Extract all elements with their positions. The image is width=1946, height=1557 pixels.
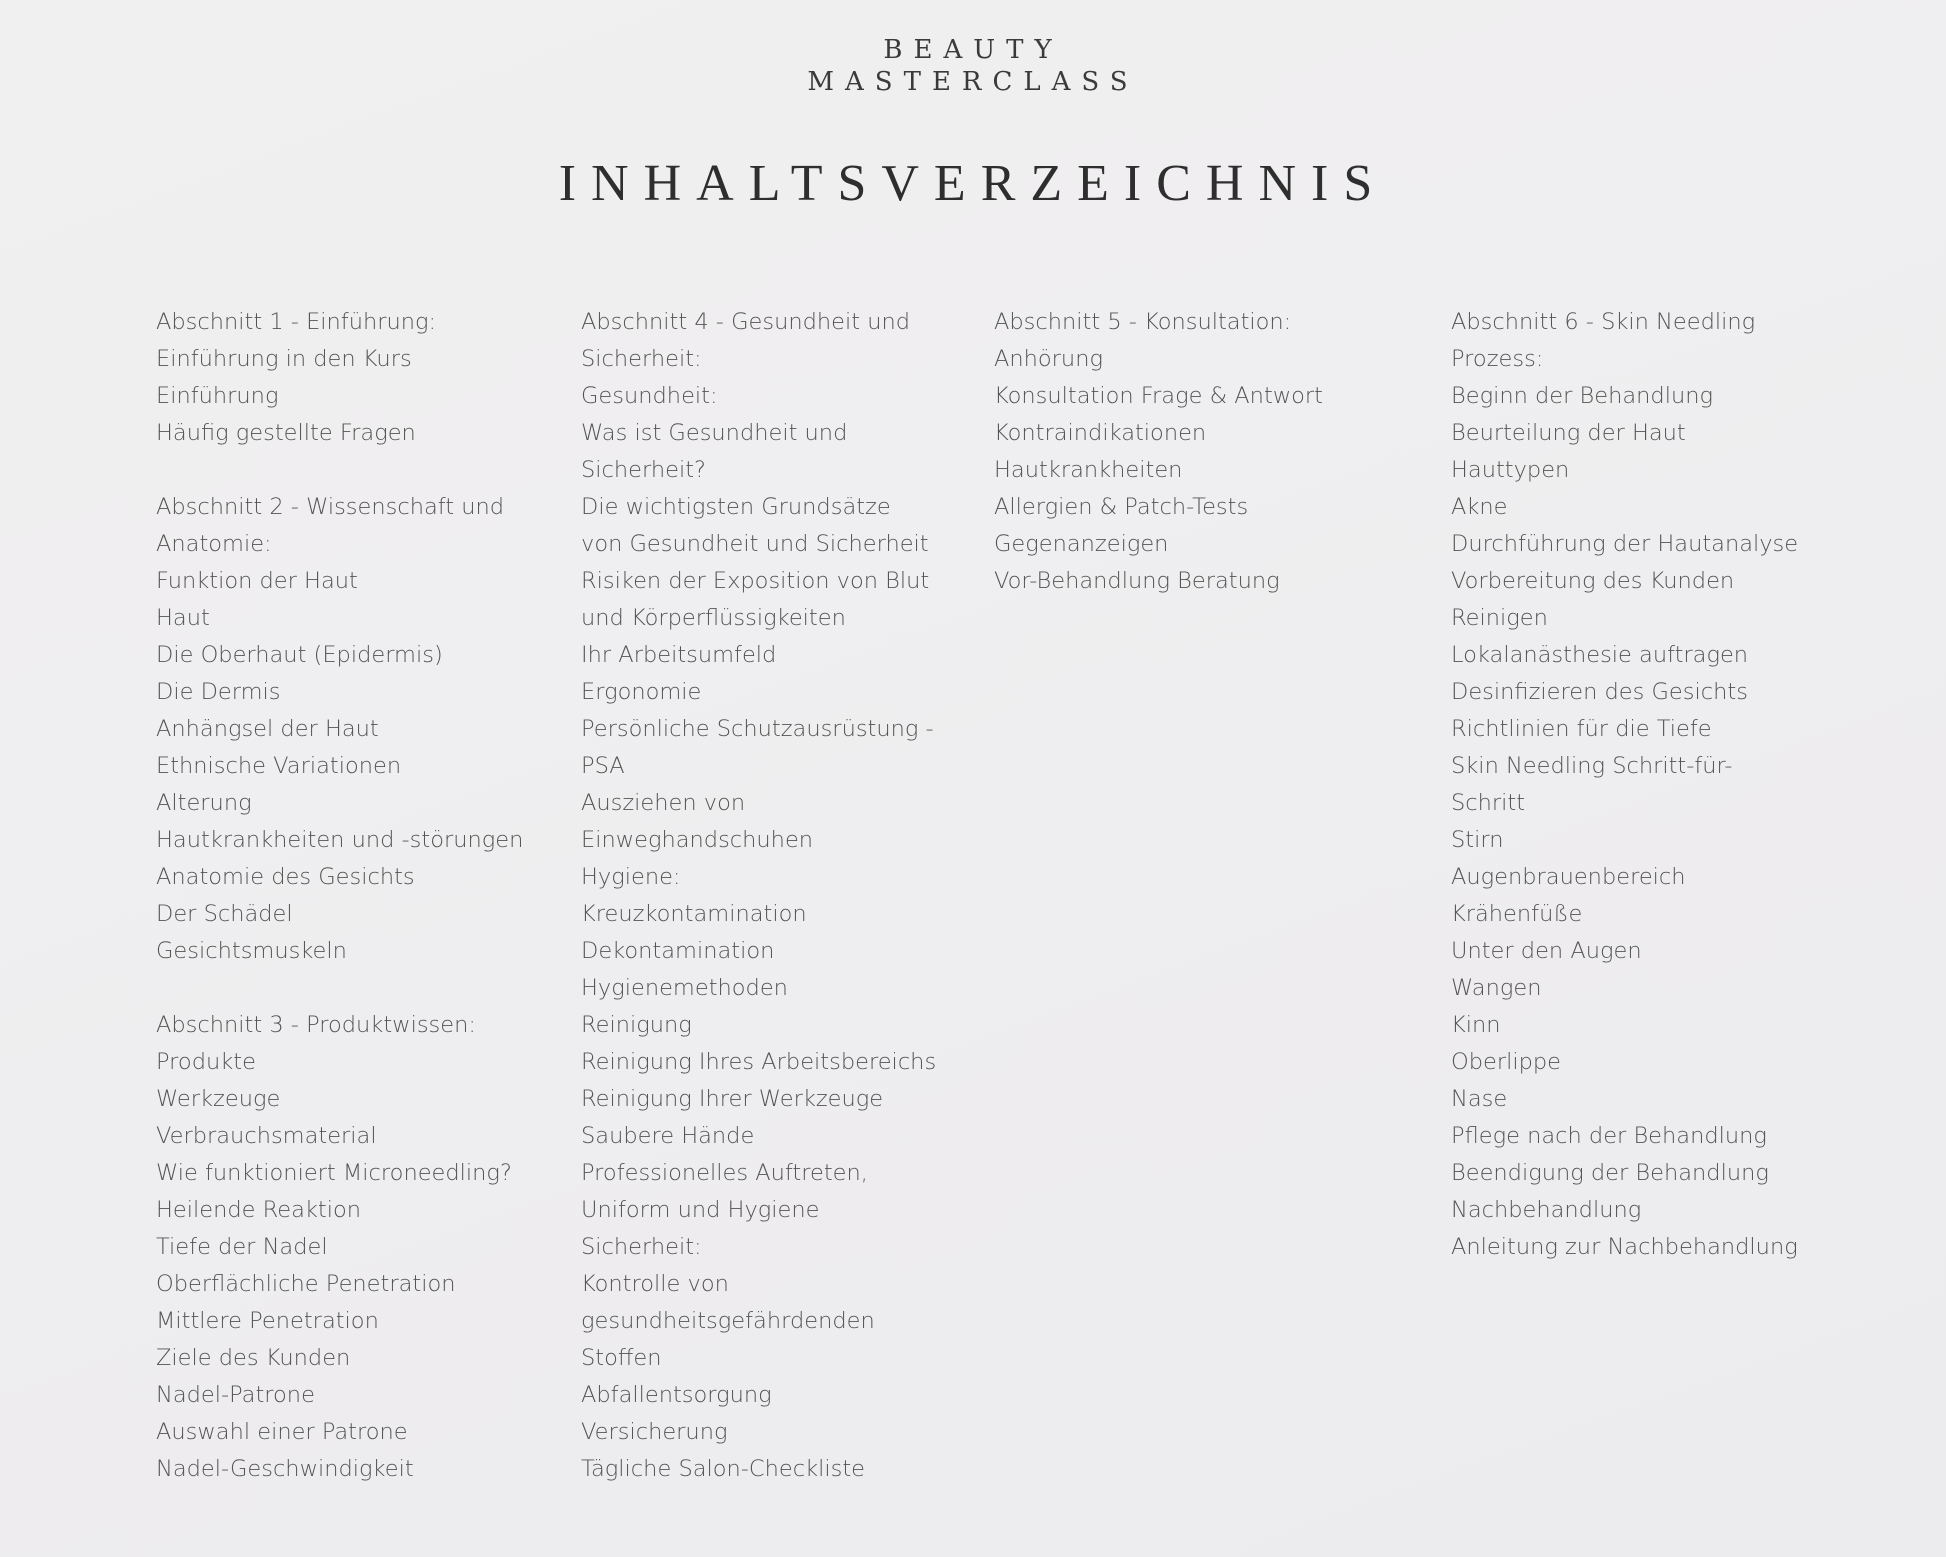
- toc-entry: Was ist Gesundheit und: [581, 420, 848, 446]
- toc-entry: Produkte: [156, 1049, 256, 1075]
- toc-entry: Akne: [1451, 494, 1508, 520]
- toc-entry: Hygienemethoden: [581, 975, 788, 1001]
- toc-entry: Kreuzkontamination: [581, 901, 807, 927]
- toc-entry: Beginn der Behandlung: [1451, 383, 1713, 409]
- toc-entry: Risiken der Exposition von Blut: [581, 568, 930, 594]
- toc-spacer: [156, 970, 523, 1007]
- toc-entry: Die wichtigsten Grundsätze: [581, 494, 891, 520]
- toc-entry: Desinfizieren des Gesichts: [1451, 679, 1748, 705]
- toc-entry: von Gesundheit und Sicherheit: [581, 531, 929, 557]
- toc-entry: und Körperflüssigkeiten: [581, 605, 846, 631]
- toc-entry: Nase: [1451, 1086, 1508, 1112]
- toc-entry: Dekontamination: [581, 938, 775, 964]
- toc-entry: Versicherung: [581, 1419, 728, 1445]
- toc-entry: Abschnitt 4 - Gesundheit und: [581, 309, 911, 335]
- toc-entry: Beendigung der Behandlung: [1451, 1160, 1769, 1186]
- toc-entry: Reinigen: [1451, 605, 1548, 631]
- toc-entry: Stirn: [1451, 827, 1504, 853]
- toc-entry: Anatomie des Gesichts: [156, 864, 415, 890]
- toc-entry: Allergien & Patch-Tests: [994, 494, 1249, 520]
- toc-entry: Häufig gestellte Fragen: [156, 420, 416, 446]
- toc-entry: Mittlere Penetration: [156, 1308, 379, 1334]
- toc-column-3: [994, 304, 1323, 600]
- toc-entry: Reinigung Ihrer Werkzeuge: [581, 1086, 884, 1112]
- toc-entry: Persönliche Schutzausrüstung -: [581, 716, 934, 742]
- toc-entry: Durchführung der Hautanalyse: [1451, 531, 1799, 557]
- toc-entry: Beurteilung der Haut: [1451, 420, 1686, 446]
- toc-entry: Werkzeuge: [156, 1086, 281, 1112]
- toc-entry: Haut: [156, 605, 210, 631]
- toc-entry: Tägliche Salon-Checkliste: [581, 1456, 866, 1482]
- toc-entry: Die Dermis: [156, 679, 281, 705]
- toc-entry: Abschnitt 1 - Einführung:: [156, 309, 437, 335]
- toc-entry: Hautkrankheiten und -störungen: [156, 827, 524, 853]
- toc-entry: Kontraindikationen: [994, 420, 1207, 446]
- toc-entry: Kontrolle von: [581, 1271, 729, 1297]
- toc-entry: Professionelles Auftreten,: [581, 1160, 868, 1186]
- toc-entry: Anhängsel der Haut: [156, 716, 379, 742]
- toc-entry: Nadel-Geschwindigkeit: [156, 1456, 414, 1482]
- toc-entry: Sicherheit:: [581, 1234, 702, 1260]
- toc-entry: Saubere Hände: [581, 1123, 755, 1149]
- toc-entry: Wie funktioniert Microneedling?: [156, 1160, 512, 1186]
- brand-line-beauty: BEAUTY: [883, 35, 1063, 65]
- toc-entry: Nachbehandlung: [1451, 1197, 1642, 1223]
- toc-entry: Richtlinien für die Tiefe: [1451, 716, 1712, 742]
- toc-entry: Wangen: [1451, 975, 1542, 1001]
- page-title: INHALTSVERZEICHNIS: [558, 155, 1388, 212]
- toc-entry: Konsultation Frage & Antwort: [994, 383, 1324, 409]
- toc-entry: Gesichtsmuskeln: [156, 938, 347, 964]
- toc-entry: Augenbrauenbereich: [1451, 864, 1686, 890]
- toc-entry: Der Schädel: [156, 901, 293, 927]
- toc-entry: Ausziehen von: [581, 790, 746, 816]
- toc-entry: Reinigung Ihres Arbeitsbereichs: [581, 1049, 937, 1075]
- toc-entry: Uniform und Hygiene: [581, 1197, 820, 1223]
- toc-entry: Verbrauchsmaterial: [156, 1123, 377, 1149]
- toc-entry: Einweghandschuhen: [581, 827, 814, 853]
- toc-column-2: [581, 304, 936, 1488]
- toc-entry: Oberlippe: [1451, 1049, 1561, 1075]
- toc-entry: Schritt: [1451, 790, 1526, 816]
- toc-column-1: [156, 304, 523, 1488]
- toc-entry: Hautkrankheiten: [994, 457, 1183, 483]
- toc-entry: Hauttypen: [1451, 457, 1570, 483]
- toc-entry: Sicherheit:: [581, 346, 702, 372]
- toc-entry: Abschnitt 2 - Wissenschaft und: [156, 494, 505, 520]
- toc-entry: Ihr Arbeitsumfeld: [581, 642, 777, 668]
- toc-entry: Funktion der Haut: [156, 568, 358, 594]
- toc-entry: Skin Needling Schritt-für-: [1451, 753, 1733, 779]
- toc-entry: Lokalanästhesie auftragen: [1451, 642, 1749, 668]
- toc-entry: PSA: [581, 753, 625, 779]
- toc-entry: Prozess:: [1451, 346, 1544, 372]
- toc-entry: Abfallentsorgung: [581, 1382, 772, 1408]
- toc-entry: Kinn: [1451, 1012, 1501, 1038]
- toc-entry: Abschnitt 6 - Skin Needling: [1451, 309, 1756, 335]
- toc-entry: Ziele des Kunden: [156, 1345, 351, 1371]
- toc-entry: Gegenanzeigen: [994, 531, 1169, 557]
- toc-entry: Vor-Behandlung Beratung: [994, 568, 1280, 594]
- toc-entry: gesundheitsgefährdenden: [581, 1308, 875, 1334]
- toc-entry: Anleitung zur Nachbehandlung: [1451, 1234, 1798, 1260]
- toc-entry: Krähenfüße: [1451, 901, 1583, 927]
- toc-entry: Anhörung: [994, 346, 1103, 372]
- toc-entry: Einführung: [156, 383, 279, 409]
- toc-entry: Unter den Augen: [1451, 938, 1642, 964]
- toc-entry: Stoffen: [581, 1345, 662, 1371]
- toc-entry: Ergonomie: [581, 679, 702, 705]
- toc-entry: Hygiene:: [581, 864, 681, 890]
- toc-entry: Anatomie:: [156, 531, 272, 557]
- toc-entry: Nadel-Patrone: [156, 1382, 315, 1408]
- toc-entry: Tiefe der Nadel: [156, 1234, 328, 1260]
- toc-entry: Gesundheit:: [581, 383, 718, 409]
- toc-entry: Abschnitt 3 - Produktwissen:: [156, 1012, 476, 1038]
- brand-line-masterclass: MASTERCLASS: [807, 67, 1139, 97]
- toc-entry: Oberflächliche Penetration: [156, 1271, 456, 1297]
- toc-entry: Vorbereitung des Kunden: [1451, 568, 1735, 594]
- toc-entry: Abschnitt 5 - Konsultation:: [994, 309, 1292, 335]
- toc-entry: Reinigung: [581, 1012, 692, 1038]
- toc-entry: Die Oberhaut (Epidermis): [156, 642, 443, 668]
- toc-entry: Sicherheit?: [581, 457, 706, 483]
- toc-entry: Heilende Reaktion: [156, 1197, 362, 1223]
- toc-column-4: [1451, 304, 1798, 1266]
- toc-entry: Pflege nach der Behandlung: [1451, 1123, 1767, 1149]
- toc-entry: Auswahl einer Patrone: [156, 1419, 408, 1445]
- toc-entry: Alterung: [156, 790, 252, 816]
- toc-entry: Einführung in den Kurs: [156, 346, 412, 372]
- toc-spacer: [156, 452, 523, 489]
- toc-entry: Ethnische Variationen: [156, 753, 402, 779]
